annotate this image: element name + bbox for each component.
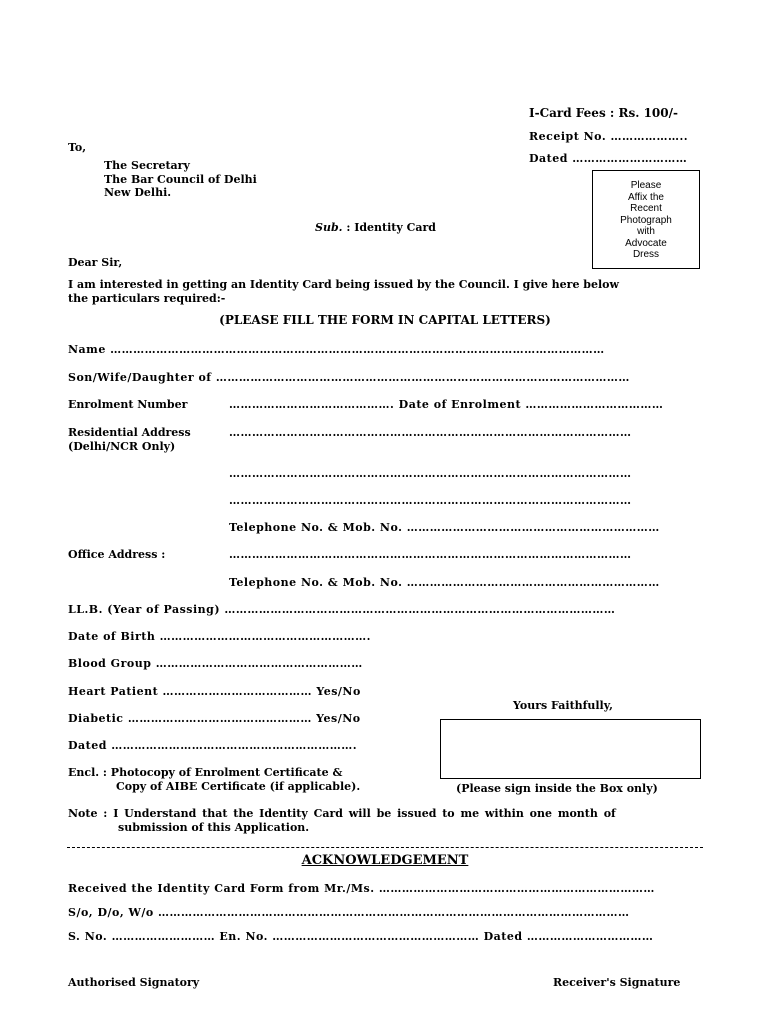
- residential-sublabel: (Delhi/NCR Only): [68, 440, 176, 453]
- heart-patient-field[interactable]: Heart Patient ………………………………… Yes/No: [68, 685, 361, 698]
- residential-label: Residential Address: [68, 426, 191, 439]
- header-dated-field[interactable]: Dated …………………………: [529, 152, 688, 165]
- office-address-field[interactable]: ……………………………………………………………………………………………: [229, 548, 632, 561]
- ack-received-field[interactable]: Received the Identity Card Form from Mr./Ms. ………………………………………………………………: [68, 882, 655, 895]
- form-dated-field[interactable]: Dated ……………………………………………………….: [68, 739, 358, 752]
- receiver-signature: Receiver's Signature: [553, 976, 681, 989]
- photo-text: Affix the: [628, 191, 664, 203]
- ack-relation-field[interactable]: S/o, D/o, W/o ……………………………………………………………………………………………………………: [68, 906, 630, 919]
- address-line-1: The Secretary: [104, 159, 190, 172]
- llb-year-field[interactable]: LL.B. (Year of Passing) …………………………………………………………………………………………: [68, 603, 616, 616]
- subject-line: [315, 221, 436, 234]
- photo-text: Photograph: [620, 214, 672, 226]
- residential-phone-field[interactable]: Telephone No. & Mob. No. …………………………………………………………: [229, 521, 660, 534]
- address-line-2: The Bar Council of Delhi: [104, 173, 257, 186]
- photo-text: Recent: [630, 203, 662, 214]
- intro-line-2: the particulars required:-: [68, 292, 226, 305]
- residential-address-line-3[interactable]: ……………………………………………………………………………………………: [229, 494, 632, 507]
- address-line-3: New Delhi.: [104, 186, 172, 199]
- signature-caption: (Please sign inside the Box only): [456, 782, 658, 795]
- enrolment-label: Enrolment Number: [68, 398, 188, 411]
- note-line-2: submission of this Application.: [118, 821, 310, 834]
- subject-label: Sub.: [315, 221, 343, 234]
- cut-line-divider: [67, 847, 703, 848]
- enrolment-field[interactable]: ……………………………………. Date of Enrolment ………………………………: [229, 398, 664, 411]
- yours-faithfully: Yours Faithfully,: [513, 699, 613, 712]
- receipt-no-field[interactable]: Receipt No. ………………..: [529, 130, 689, 143]
- fees-label: I-Card Fees : Rs. 100/-: [529, 106, 678, 120]
- office-phone-field[interactable]: Telephone No. & Mob. No. …………………………………………………………: [229, 576, 660, 589]
- enclosure-line-2: Copy of AIBE Certificate (if applicable).: [116, 780, 361, 793]
- photo-box: [592, 170, 700, 269]
- form-instruction: (PLEASE FILL THE FORM IN CAPITAL LETTERS): [219, 313, 551, 327]
- blood-group-field[interactable]: Blood Group ………………………………………………: [68, 657, 363, 670]
- photo-text: Dress: [632, 249, 660, 260]
- dob-field[interactable]: Date of Birth ……………………………………………….: [68, 630, 371, 643]
- office-address-label: Office Address :: [68, 548, 166, 561]
- to-label: To,: [68, 141, 87, 154]
- enclosure-line-1: Encl. : Photocopy of Enrolment Certificate &: [68, 766, 343, 779]
- intro-line-1: I am interested in getting an Identity Card being issued by the Council. I give here below: [68, 278, 619, 291]
- photo-text: with: [637, 226, 655, 237]
- residential-address-line-1[interactable]: ……………………………………………………………………………………………: [229, 426, 632, 439]
- relation-field[interactable]: Son/Wife/Daughter of ………………………………………………………………………………………………: [68, 371, 630, 384]
- photo-text: Please: [630, 180, 662, 191]
- note-line-1: Note : I Understand that the Identity Card will be issued to me within one month of: [68, 807, 616, 820]
- subject-text: : Identity Card: [346, 221, 436, 234]
- residential-address-line-2[interactable]: ……………………………………………………………………………………………: [229, 467, 632, 480]
- authorised-signatory: Authorised Signatory: [68, 976, 200, 989]
- acknowledgement-title: ACKNOWLEDGEMENT: [301, 853, 469, 868]
- name-field[interactable]: Name …………………………………………………………………………………………………………………: [68, 343, 605, 356]
- diabetic-field[interactable]: Diabetic ………………………………………… Yes/No: [68, 712, 361, 725]
- signature-box[interactable]: [440, 719, 701, 779]
- ack-sno-field[interactable]: S. No. ……………………… En. No. ……………………………………………… Dated ……………………………: [68, 930, 654, 943]
- salutation: Dear Sir,: [68, 256, 123, 269]
- photo-text: Advocate: [625, 237, 667, 249]
